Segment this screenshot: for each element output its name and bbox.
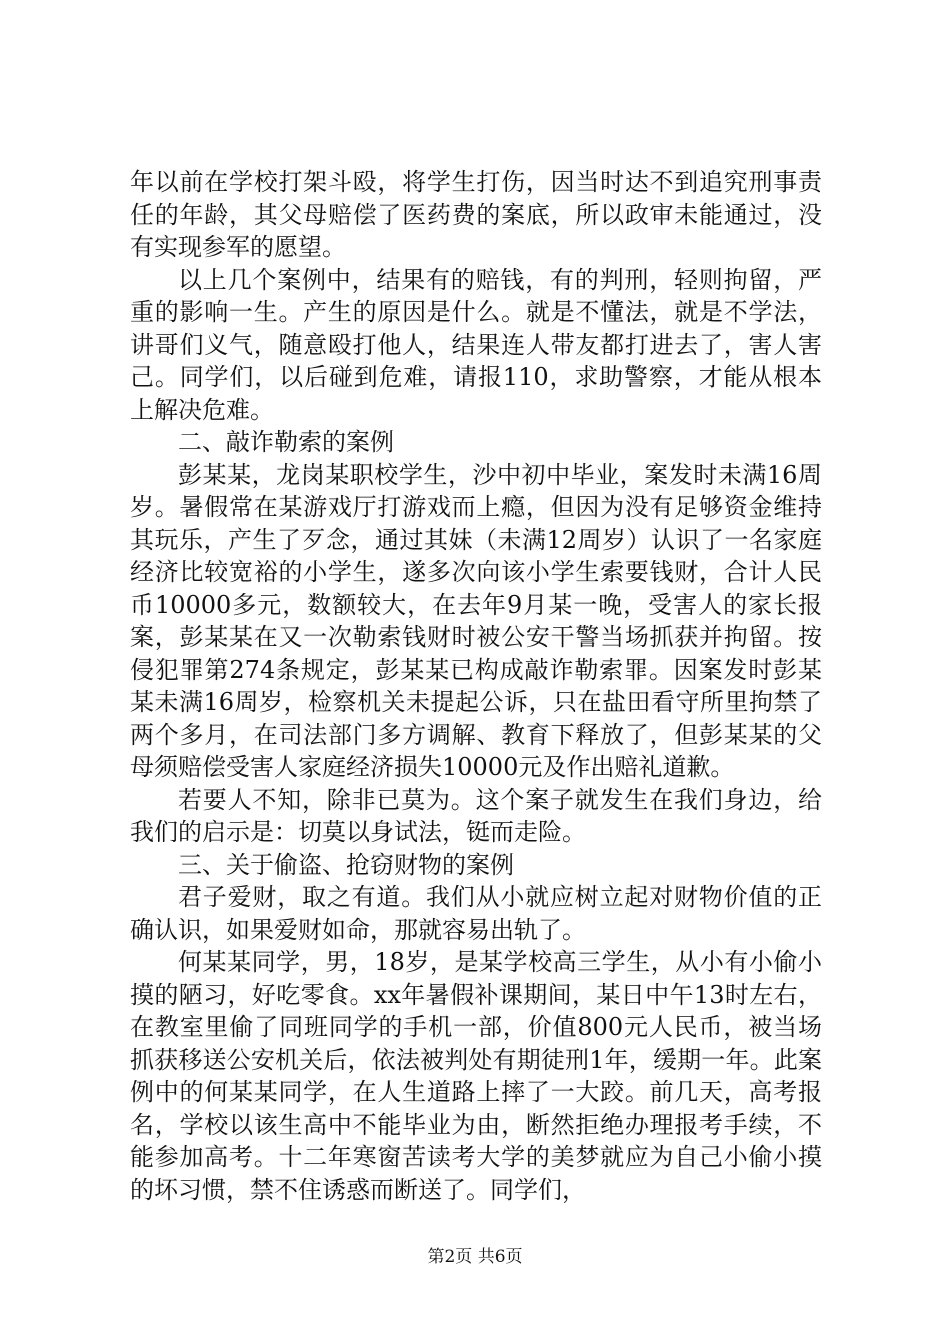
paragraph-extortion-lesson: 若要人不知，除非已莫为。这个案子就发生在我们身边，给我们的启示是：切莫以身试法，铤而走险。 — [130, 785, 822, 846]
page-number-footer: 第2页 共6页 — [427, 1247, 523, 1267]
paragraph-theft-intro: 君子爱财，取之有道。我们从小就应树立起对财物价值的正确认识，如果爱财如命，那就容易出轨了。 — [130, 883, 822, 944]
document-body — [130, 166, 822, 1206]
paragraph-theft-case: 何某某同学，男，18岁，是某学校高三学生，从小有小偷小摸的陋习，好吃零食。xx年暑假补课期间，某日中午13时左右，在教室里偷了同班同学的手机一部，价值800元人民币，被当场抓获移送公安机关后，依法被判处有期徒刑1年，缓期一年。此案例中的何某某同学，在人生道路上摔了一大跤。前几天，高考报名，学校以该生高中不能毕业为由，断然拒绝办理报考手续，不能参加高考。十二年寒窗苦读考大学的美梦就应为自己小偷小摸的坏习惯，禁不住诱惑而断送了。同学们， — [130, 948, 822, 1204]
paragraph-continuation: 年以前在学校打架斗殴，将学生打伤，因当时达不到追究刑事责任的年龄，其父母赔偿了医药费的案底，所以政审未能通过，没有实现参军的愿望。 — [130, 168, 822, 261]
section-heading-theft: 三、关于偷盗、抢窃财物的案例 — [178, 850, 514, 879]
section-heading-extortion: 二、敲诈勒索的案例 — [178, 428, 394, 456]
paragraph-summary: 以上几个案例中，结果有的赔钱，有的判刑，轻则拘留，严重的影响一生。产生的原因是什么。就是不懂法，就是不学法，讲哥们义气，随意殴打他人，结果连人带友都打进去了，害人害己。同学们，以后碰到危难，请报110，求助警察，才能从根本上解决危难。 — [130, 265, 822, 424]
paragraph-extortion-case: 彭某某，龙岗某职校学生，沙中初中毕业，案发时未满16周岁。暑假常在某游戏厅打游戏而上瘾，但因为没有足够资金维持其玩乐，产生了歹念，通过其妹（未满12周岁）认识了一名家庭经济比较宽裕的小学生，遂多次向该小学生索要钱财，合计人民币10000多元，数额较大，在去年9月某一晚，受害人的家长报案，彭某某在又一次勒索钱财时被公安干警当场抓获并拘留。按侵犯罪第274条规定，彭某某已构成敲诈勒索罪。因案发时彭某某未满16周岁，检察机关未提起公诉，只在盐田看守所里拘禁了两个多月，在司法部门多方调解、教育下释放了，但彭某某的父母须赔偿受害人家庭经济损失10000元及作出赔礼道歉。 — [130, 460, 822, 781]
